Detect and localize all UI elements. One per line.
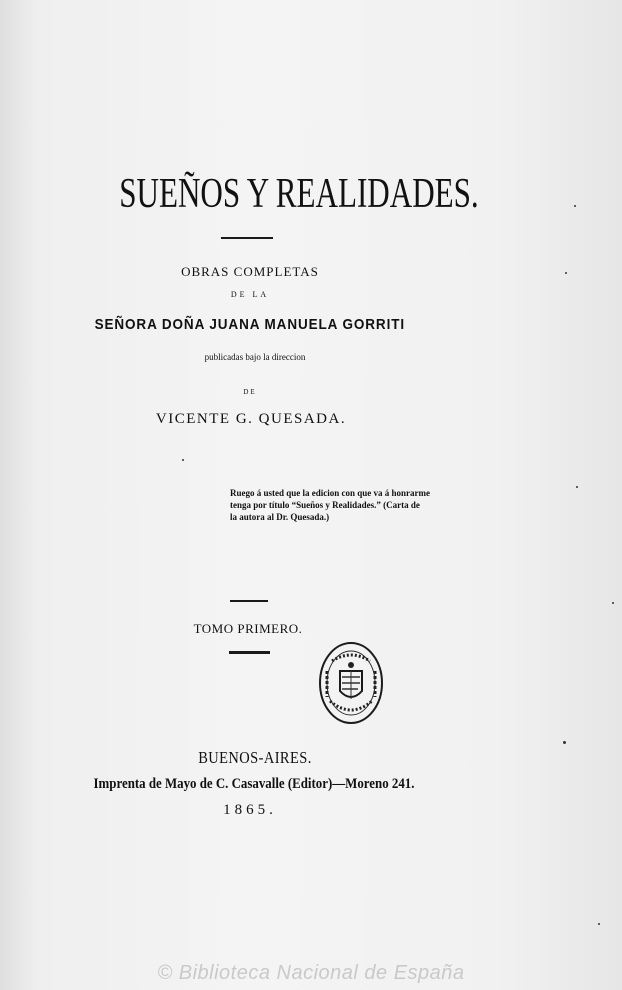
paper-speck [182,459,184,461]
volume-bottom-divider [229,651,270,654]
direction-line: publicadas bajo la direccion [204,352,306,362]
imprint-printer: Imprenta de Mayo de C. Casavalle (Editor)—Moreno 241. [93,776,415,792]
book-title [64,170,524,218]
paper-speck [612,602,614,604]
paper-speck [565,272,567,274]
subtitle-works: OBRAS COMPLETAS [181,264,319,279]
paper-speck [598,923,600,925]
epigraph-quote [230,487,442,523]
epigraph-line-1: Ruego á usted que la edicion con que va á honrarme [230,488,431,498]
de-line: DE [243,388,257,396]
paper-speck [576,486,578,488]
paper-speck [574,205,576,207]
volume-label: TOMO PRIMERO. [193,621,303,636]
library-stamp-icon [318,641,384,725]
epigraph-line-3: la autora al Dr. Quesada.) [230,512,330,522]
title-divider [221,237,273,239]
volume-top-divider [230,600,268,602]
imprint-city: BUENOS-AIRES. [198,748,312,767]
imprint-year: 1865. [223,802,277,818]
editor-name: VICENTE G. QUESADA. [155,411,347,427]
paper-speck [563,741,566,744]
author-name: SEÑORA DOÑA JUANA MANUELA GORRITI [94,316,406,333]
subtitle-de-la: DE LA [230,290,270,299]
epigraph-line-2: tenga por título “Sueños y Realidades.” (Carta de [230,500,420,510]
copyright-watermark: © Biblioteca Nacional de España [157,962,465,984]
book-title-text: SUEÑOS Y REALIDADES. [119,171,479,217]
